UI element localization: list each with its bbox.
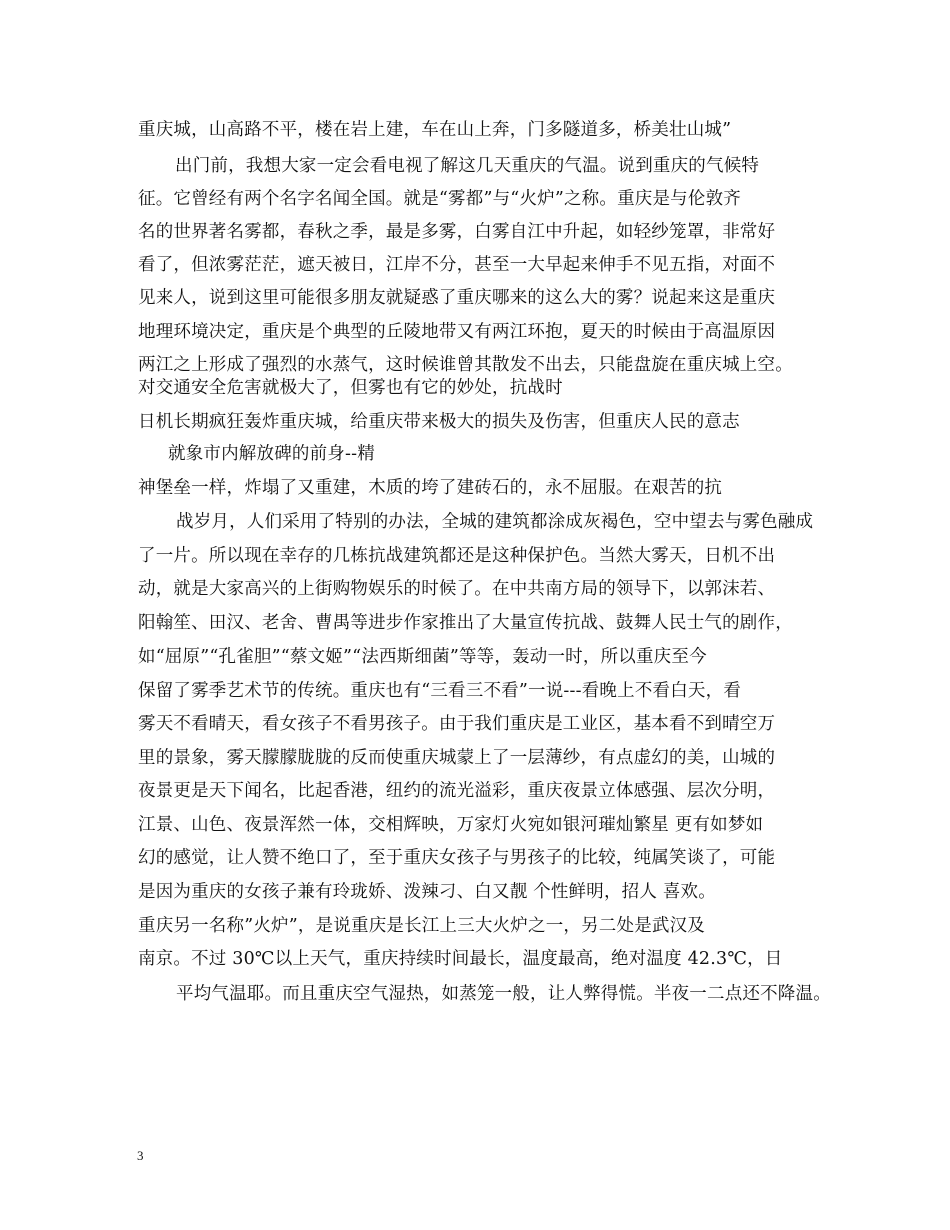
text-line: 阳翰笙、田汉、老舍、曹禺等进步作家推出了大量宣传抗战、鼓舞人民士气的剧作， (138, 613, 793, 633)
text-line: 两江之上形成了强烈的水蒸气，这时候谁曾其散发不出去，只能盘旋在重庆城上空。 (138, 355, 793, 375)
paragraph-start-line: 出门前，我想大家一定会看电视了解这几天重庆的气温。说到重庆的气候特 (175, 156, 760, 176)
text-line: 雾天不看晴天，看女孩子不看男孩子。由于我们重庆是工业区，基本看不到晴空万 (138, 714, 776, 734)
text-line: 里的景象，雾天朦朦胧胧的反而使重庆城蒙上了一层薄纱，有点虚幻的美，山城的 (138, 748, 776, 768)
text-line: 征。它曾经有两个名字名闻全国。就是“雾都”与“火炉”之称。重庆是与伦敦齐 (138, 189, 741, 209)
page-number: 3 (137, 1148, 144, 1163)
text-line: 对交通安全危害就极大了，但雾也有它的妙处，抗战时 (138, 378, 563, 398)
text-line: 看了，但浓雾茫茫，遮天被日，江岸不分，甚至一大早起来伸手不见五指，对面不 (138, 255, 776, 275)
text-line: 动，就是大家高兴的上街购物娱乐的时候了。在中共南方局的领导下，以郭沫若、 (138, 579, 776, 599)
text-line: 名的世界著名雾都，春秋之季，最是多雾，白雾自江中升起，如轻纱笼罩，非常好 (138, 222, 776, 242)
text-line: 日机长期疯狂轰炸重庆城，给重庆带来极大的损失及伤害，但重庆人民的意志 (138, 412, 740, 432)
paragraph-start-line: 南京。不过 30℃以上天气，重庆持续时间最长，温度最高，绝对温度 42.3℃，日 (138, 949, 783, 969)
text-line: 重庆另一名称”火炉”，是说重庆是长江上三大火炉之一，另二处是武汉及 (138, 916, 705, 936)
text-line: 江景、山色、夜景浑然一体，交相辉映，万家灯火宛如银河璀灿繁星 更有如梦如 (138, 815, 764, 835)
text-line: 夜景更是天下闻名，比起香港，纽约的流光溢彩，重庆夜景立体感强、层次分明， (138, 781, 776, 801)
paragraph-start-line: 战岁月，人们采用了特别的办法，全城的建筑都涂成灰褐色，空中望去与雾色融成 (176, 512, 814, 532)
text-line: 如“屈原”“孔雀胆”“蔡文姬”“法西斯细菌”等等，轰动一时，所以重庆至今 (138, 647, 707, 667)
text-line: 见来人，说到这里可能很多朋友就疑惑了重庆哪来的这么大的雾？说起来这是重庆 (138, 288, 776, 308)
text-line: 幻的感觉，让人赞不绝口了，至于重庆女孩子与男孩子的比较，纯属笑谈了，可能 (138, 848, 776, 868)
text-line: 神堡垒一样，炸塌了又重建，木质的垮了建砖石的，永不屈服。在艰苦的抗 (138, 478, 723, 498)
text-line: 了一片。所以现在幸存的几栋抗战建筑都还是这种保护色。当然大雾天，日机不出 (138, 546, 776, 566)
text-line: 保留了雾季艺术节的传统。重庆也有“三看三不看”一说---看晚上不看白天，看 (138, 681, 742, 701)
text-line: 是因为重庆的女孩子兼有玲珑娇、泼辣刁、白又靓 个性鲜明，招人 喜欢。 (138, 882, 716, 902)
text-line: 平均气温耶。而且重庆空气湿热，如蒸笼一般，让人弊得慌。半夜一二点还不降温。 (176, 984, 831, 1004)
text-line: 重庆城，山高路不平，楼在岩上建，车在山上奔，门多隧道多，桥美壮山城” (138, 120, 732, 140)
text-line: 就象市内解放碑的前身--精 (168, 444, 375, 464)
text-line: 地理环境决定，重庆是个典型的丘陵地带又有两江环抱，夏天的时候由于高温原因 (138, 322, 776, 342)
